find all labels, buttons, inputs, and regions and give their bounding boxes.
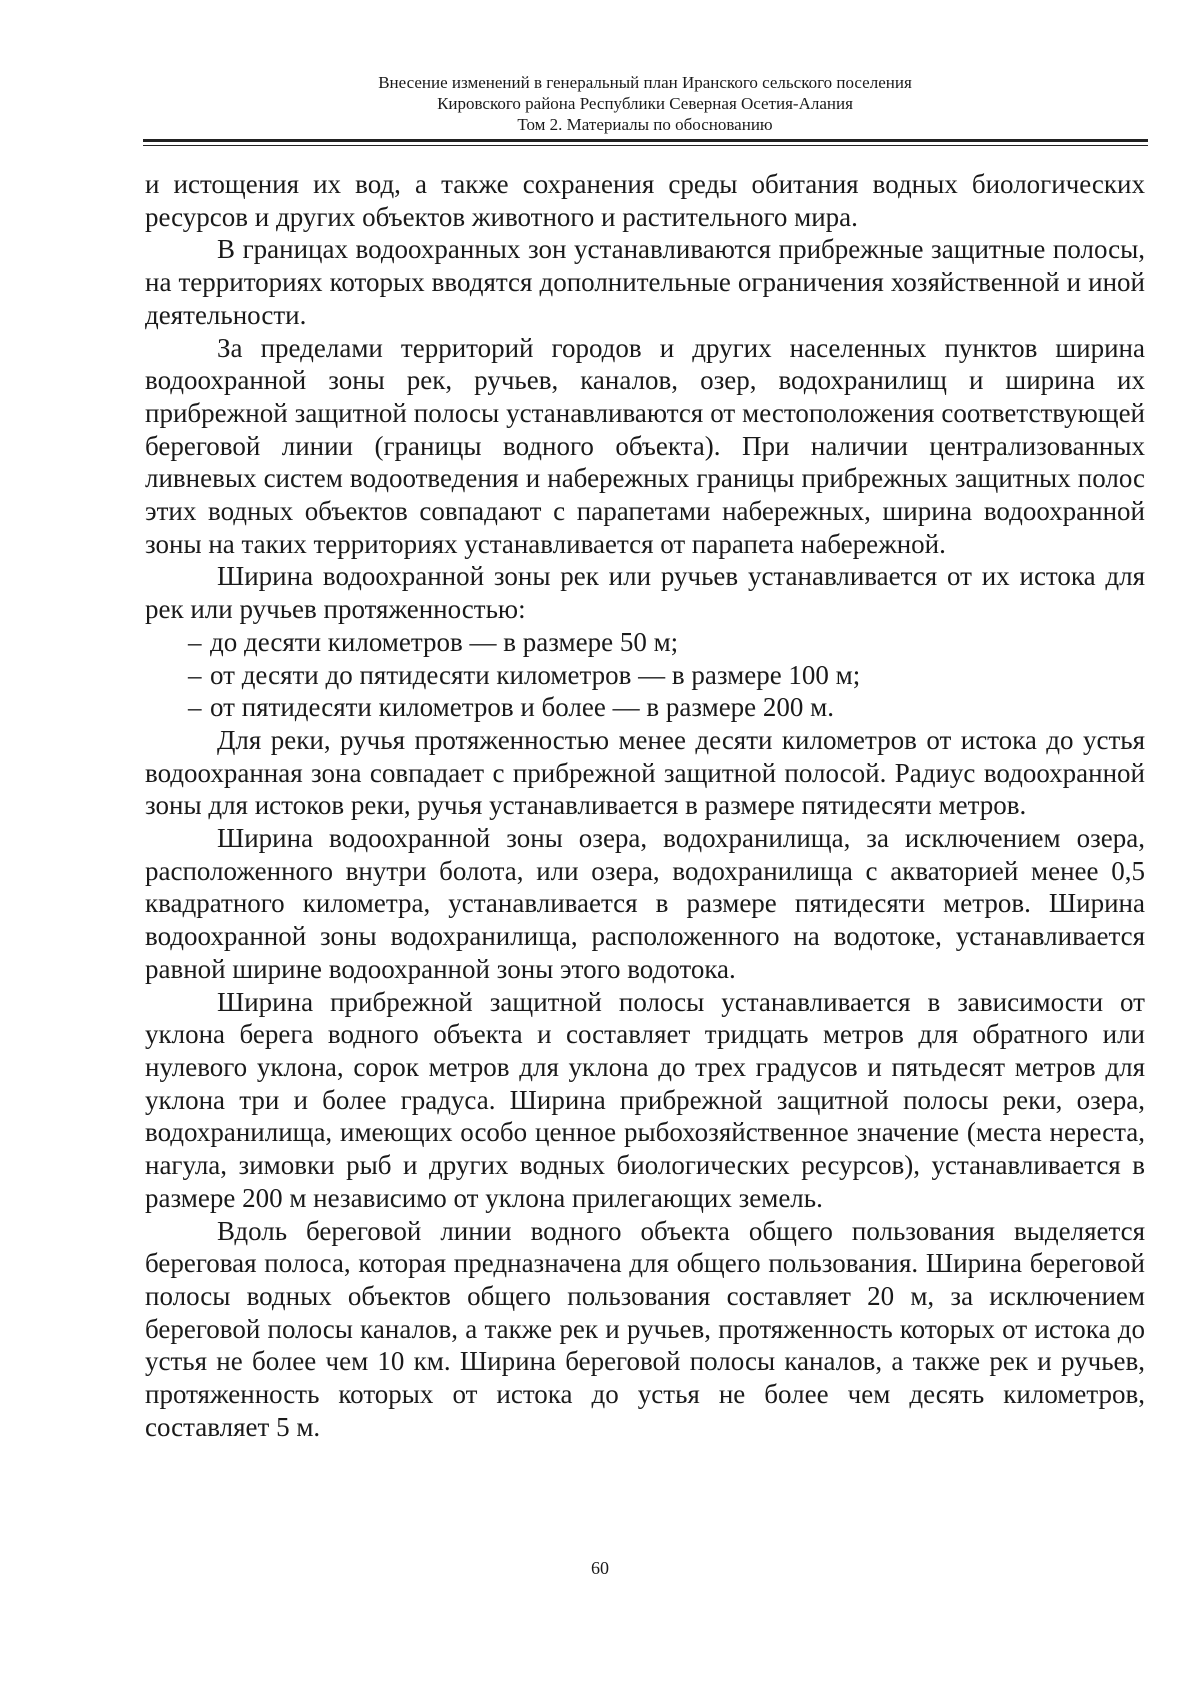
paragraph-2: В границах водоохранных зон устанавливаются прибрежные защитные полосы, на территориях которых вводятся дополнительные ограничения хозяйственной и иной деятельности. bbox=[145, 234, 1145, 330]
paragraph-5: Для реки, ручья протяженностью менее десяти километров от истока до устья водоохранная зона совпадает с прибрежной защитной полосой. Радиус водоохранной зоны для истоков реки, ручья устанавливается в размере пятидесяти метров. bbox=[145, 724, 1145, 821]
paragraph-8: Вдоль береговой линии водного объекта общего пользования выделяется береговая полоса, которая предназначена для общего пользования. Ширина береговой полосы водных объектов общего пользования составляет 20 м, за исключением береговой полосы каналов, а также рек и ручьев, протяженность которых от истока до устья не более чем 10 км. Ширина береговой полосы каналов, а также рек и ручьев, протяженность которых от истока до устья не более чем десять километров, составляет 5 м. bbox=[145, 1215, 1145, 1442]
list-item-text: от десяти до пятидесяти километров — в размере 100 м; bbox=[210, 659, 861, 690]
header-rule-thin bbox=[143, 145, 1148, 146]
list-bullet: – bbox=[188, 659, 202, 690]
paragraph-1: и истощения их вод, а также сохранения среды обитания водных биологических ресурсов и других объектов животного и растительного мира. bbox=[145, 169, 1145, 232]
header-rule-thick bbox=[143, 139, 1148, 142]
paragraph-3: За пределами территорий городов и других населенных пунктов ширина водоохранной зоны рек, ручьев, каналов, озер, водохранилищ и ширина их прибрежной защитной полосы устанавливаются от местоположения соответствующей береговой линии (границы водного объекта). При наличии централизованных ливневых систем водоотведения и набережных границы прибрежных защитных полос этих водных объектов совпадают с парапетами набережных, ширина водоохранной зоны на таких территориях устанавливается от парапета набережной. bbox=[145, 332, 1145, 559]
width-list bbox=[145, 626, 1145, 724]
list-item-text: до десяти километров — в размере 50 м; bbox=[210, 626, 679, 657]
paragraph-4: Ширина водоохранной зоны рек или ручьев устанавливается от их истока для рек или ручьев протяженностью: bbox=[145, 561, 1145, 625]
header-title-line-3: Том 2. Материалы по обоснованию bbox=[517, 115, 773, 134]
list-item bbox=[145, 659, 1145, 692]
list-item bbox=[145, 691, 1145, 724]
page-number: 60 bbox=[591, 1558, 609, 1578]
header-title-line-1: Внесение изменений в генеральный план Иранского сельского поселения bbox=[378, 73, 912, 92]
document-body bbox=[145, 168, 1145, 1443]
paragraph-6: Ширина водоохранной зоны озера, водохранилища, за исключением озера, расположенного внутри болота, или озера, водохранилища с акваторией менее 0,5 квадратного километра, устанавливается в размере пятидесяти метров. Ширина водоохранной зоны водохранилища, расположенного на водотоке, устанавливается равной ширине водоохранной зоны этого водотока. bbox=[145, 823, 1145, 984]
document-header bbox=[145, 72, 1145, 135]
list-item bbox=[145, 626, 1145, 659]
header-title-line-2: Кировского района Республики Северная Осетия-Алания bbox=[437, 94, 853, 113]
list-item-text: от пятидесяти километров и более — в размере 200 м. bbox=[210, 692, 835, 723]
list-bullet: – bbox=[188, 692, 202, 723]
list-bullet: – bbox=[188, 626, 202, 657]
paragraph-7: Ширина прибрежной защитной полосы устанавливается в зависимости от уклона берега водного объекта и составляет тридцать метров для обратного или нулевого уклона, сорок метров для уклона до трех градусов и пятьдесят метров для уклона три и более градуса. Ширина прибрежной защитной полосы реки, озера, водохранилища, имеющих особо ценное рыбохозяйственное значение (места нереста, нагула, зимовки рыб и других водных биологических ресурсов), устанавливается в размере 200 м независимо от уклона прилегающих земель. bbox=[145, 986, 1145, 1213]
